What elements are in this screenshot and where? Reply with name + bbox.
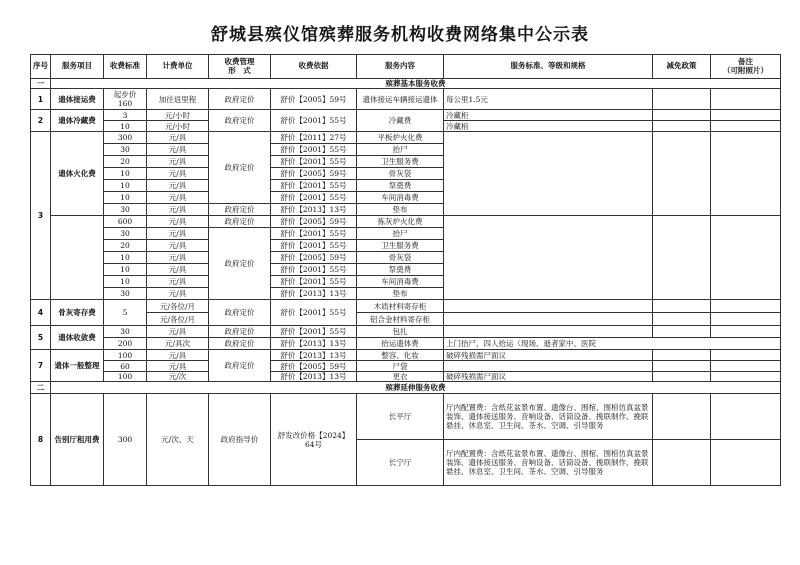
row-reduce [653,361,711,372]
row-remark [711,132,781,216]
row-no: 8 [31,394,51,486]
row-detail [444,361,653,372]
row-reduce [653,89,711,110]
row-std: 30 [104,288,147,300]
row-item: 遗体收敛费 [51,326,104,350]
row-reduce [653,313,711,326]
row-remark [711,110,781,121]
row-item: 遗体接运费 [51,89,104,110]
row-content: 卫生服务费 [357,156,444,168]
section-no: 一 [31,79,51,89]
row-remark [711,300,781,313]
row-content: 冷藏费 [357,110,444,132]
row-mgmt: 政府定价 [209,110,271,132]
row-unit: 元/具 [147,326,209,338]
row-detail [444,216,653,300]
row-basis: 舒价【2001】55号 [271,276,357,288]
row-content: 祭奠费 [357,264,444,276]
row-item: 遗体冷藏费 [51,110,104,132]
row-basis: 舒价【2013】13号 [271,350,357,361]
row-mgmt: 政府定价 [209,350,271,382]
row-content: 长宁厅 [357,440,444,486]
row-content: 尸袋 [357,361,444,372]
row-reduce [653,132,711,216]
row-std: 10 [104,264,147,276]
row-unit: 元/次、天 [147,394,209,486]
row-std [104,89,147,110]
row-reduce [653,440,711,486]
row-reduce [653,372,711,382]
row-std: 20 [104,156,147,168]
row-detail: 厅内配置费：含纸花盆景布置、遗像台、围棺、围棺仿真盆景装饰、遗体接送服务、音响设备、话筒设备、挽联制作、挽联悬挂、休息室、卫生间、茶水、空调、引导服务 [444,394,653,440]
row-basis: 舒价【2013】13号 [271,338,357,350]
table-row [31,110,781,121]
row-unit: 元/具 [147,228,209,240]
row-content: 抬运遗体费 [357,338,444,350]
row-unit: 元/具 [147,350,209,361]
row-no: 2 [31,110,51,132]
row-no: 5 [31,326,51,350]
table-row [31,132,781,144]
row-basis: 舒价【2001】55号 [271,240,357,252]
row-mgmt: 政府指导价 [209,394,271,486]
row-item: 骨灰寄存费 [51,300,104,326]
row-content: 拣灰炉火化费 [357,216,444,228]
fee-table [30,54,781,486]
row-unit: 加往返里程 [147,89,209,110]
row-detail: 上门抬尸，四人抬运（现场、逝者家中、医院 [444,338,781,350]
row-remark [711,89,781,110]
row-std: 10 [104,192,147,204]
row-basis: 舒价【2001】55号 [271,192,357,204]
row-basis: 舒价【2005】59号 [271,216,357,228]
row-detail: 冷藏棺 [444,121,653,132]
row-unit: 元/小时 [147,121,209,132]
row-reduce [653,300,711,313]
row-std-line1: 起步价 [113,90,137,99]
row-remark [711,440,781,486]
row-content: 更衣 [357,372,444,382]
col-header-reduce: 减免政策 [653,55,711,79]
row-std: 100 [104,350,147,361]
row-no: 7 [31,350,51,382]
row-unit: 元/具 [147,252,209,264]
row-basis: 舒价【2013】13号 [271,288,357,300]
row-remark [711,216,781,300]
row-unit: 元/具 [147,361,209,372]
table-row [31,372,781,382]
table-row [31,350,781,361]
row-unit: 元/具 [147,144,209,156]
row-remark [711,372,781,382]
table-row [31,216,781,228]
row-unit: 元/次 [147,372,209,382]
row-mgmt: 政府定价 [209,326,271,338]
col-header-remark-line2: （可附照片） [723,65,768,75]
row-item: 告别厅租用费 [51,394,104,486]
col-header-std: 收费标准 [104,55,147,79]
col-header-remark-line1: 备注 [738,57,753,66]
row-unit: 元/具 [147,264,209,276]
row-mgmt: 政府定价 [209,216,271,228]
row-content: 车间消毒费 [357,276,444,288]
col-header-mgmt-line2: 形 式 [228,65,251,75]
row-content: 抬尸 [357,228,444,240]
row-unit: 元/具 [147,132,209,144]
col-header-no: 序号 [31,55,51,79]
row-std: 10 [104,121,147,132]
row-detail [444,313,653,326]
row-reduce [653,394,711,440]
row-unit: 元/具 [147,168,209,180]
section-row [31,79,781,89]
row-basis: 舒价【2011】27号 [271,132,357,144]
row-unit: 元/各位/月 [147,313,209,326]
row-content: 骨灰袋 [357,252,444,264]
row-content: 卫生服务费 [357,240,444,252]
row-basis: 舒价【2001】55号 [271,228,357,240]
row-remark [711,361,781,372]
row-std: 300 [104,132,147,144]
row-remark [711,121,781,132]
col-header-basis: 收费依据 [271,55,357,79]
col-header-item: 服务项目 [51,55,104,79]
row-content: 长平厅 [357,394,444,440]
row-std: 30 [104,204,147,216]
row-std: 10 [104,252,147,264]
row-std: 30 [104,144,147,156]
row-unit: 元/具 [147,180,209,192]
row-reduce [653,121,711,132]
row-detail: 每公里1.5元 [444,89,653,110]
row-detail: 破碎残损需尸面议 [444,350,653,361]
row-reduce [653,326,711,338]
row-unit: 元/具 [147,204,209,216]
row-mgmt: 政府定价 [209,338,271,350]
row-basis: 舒价【2013】13号 [271,204,357,216]
row-basis: 舒价【2013】13号 [271,372,357,382]
row-std: 60 [104,361,147,372]
header-row [31,55,781,79]
row-unit: 元/各位/月 [147,300,209,313]
row-content: 抬尸 [357,144,444,156]
row-content: 整容、化妆 [357,350,444,361]
row-basis: 舒价【2001】55号 [271,300,357,326]
row-std: 200 [104,338,147,350]
page-title: 舒城县殡仪馆殡葬服务机构收费网络集中公示表 [211,25,589,45]
row-mgmt: 政府定价 [209,89,271,110]
table-row [31,338,781,350]
row-basis: 舒价【2005】59号 [271,252,357,264]
row-std: 300 [104,394,147,486]
row-basis: 舒价【2001】55号 [271,110,357,132]
row-content: 车间消毒费 [357,192,444,204]
row-mgmt: 政府定价 [209,300,271,326]
table-row [31,361,781,372]
row-reduce [653,350,711,361]
col-header-mgmt [209,55,271,79]
row-std: 5 [104,300,147,326]
row-unit: 元/具 [147,288,209,300]
row-std: 30 [104,326,147,338]
row-mgmt: 政府定价 [209,204,271,216]
table-row [31,326,781,338]
row-content: 垫布 [357,204,444,216]
row-basis: 舒价【2001】55号 [271,156,357,168]
row-remark [711,394,781,440]
row-std: 30 [104,228,147,240]
row-std: 10 [104,180,147,192]
col-header-remark [711,55,781,79]
row-no: 1 [31,89,51,110]
row-item: 遗体火化费 [51,132,104,216]
section-label: 殡葬延伸服务收费 [51,382,781,394]
row-content: 铝合金材料寄存柜 [357,313,444,326]
row-content: 遗体接运车辆接运遗体 [357,89,444,110]
col-header-detail: 服务标准、等级和规格 [444,55,653,79]
section-no: 二 [31,382,51,394]
row-content: 垫布 [357,288,444,300]
row-content: 骨灰袋 [357,168,444,180]
table-row [31,89,781,110]
row-content: 包扎 [357,326,444,338]
row-item [51,216,104,300]
table-row [31,300,781,313]
row-unit: 元/具 [147,216,209,228]
row-std: 3 [104,110,147,121]
row-basis: 舒价【2001】55号 [271,264,357,276]
row-std: 20 [104,240,147,252]
row-reduce [653,110,711,121]
row-basis: 舒价【2001】55号 [271,180,357,192]
row-no: 3 [31,132,51,300]
col-header-content: 服务内容 [357,55,444,79]
row-basis: 舒发改价格【2024】64号 [271,394,357,486]
row-unit: 元/具 [147,192,209,204]
row-detail: 厅内配置费：含纸花盆景布置、遗像台、围棺、围棺仿真盆景装饰、遗体接送服务、音响设备、话筒设备、挽联制作、挽联悬挂、休息室、卫生间、茶水、空调、引导服务 [444,440,653,486]
row-std-line2: 160 [117,99,133,108]
row-unit: 元/具次 [147,338,209,350]
section-label: 殡葬基本服务收费 [51,79,781,89]
row-content: 木质材料寄存柜 [357,300,444,313]
row-remark [711,350,781,361]
row-basis: 舒价【2005】59号 [271,168,357,180]
row-unit: 元/具 [147,276,209,288]
row-std: 600 [104,216,147,228]
row-basis: 舒价【2005】59号 [271,361,357,372]
row-unit: 元/具 [147,156,209,168]
row-basis: 舒价【2005】59号 [271,89,357,110]
row-basis: 舒价【2001】55号 [271,144,357,156]
row-std: 100 [104,372,147,382]
section-row [31,382,781,394]
col-header-mgmt-line1: 收费管理 [224,57,255,66]
row-content: 祭奠费 [357,180,444,192]
row-unit: 元/小时 [147,110,209,121]
row-detail [444,326,653,338]
row-std: 10 [104,168,147,180]
row-mgmt: 政府定价 [209,132,271,204]
row-detail: 破碎残损需尸面议 [444,372,653,382]
row-unit: 元/具 [147,240,209,252]
col-header-unit: 计费单位 [147,55,209,79]
row-remark [711,313,781,326]
row-reduce [653,216,711,300]
row-basis: 舒价【2001】55号 [271,326,357,338]
row-content: 平板炉火化费 [357,132,444,144]
row-detail [444,300,653,313]
row-mgmt: 政府定价 [209,228,271,300]
table-row [31,394,781,440]
row-detail: 冷藏柜 [444,110,653,121]
row-item: 遗体一般整理 [51,350,104,382]
row-remark [711,326,781,338]
row-detail [444,132,653,216]
row-no: 4 [31,300,51,326]
row-std: 10 [104,276,147,288]
